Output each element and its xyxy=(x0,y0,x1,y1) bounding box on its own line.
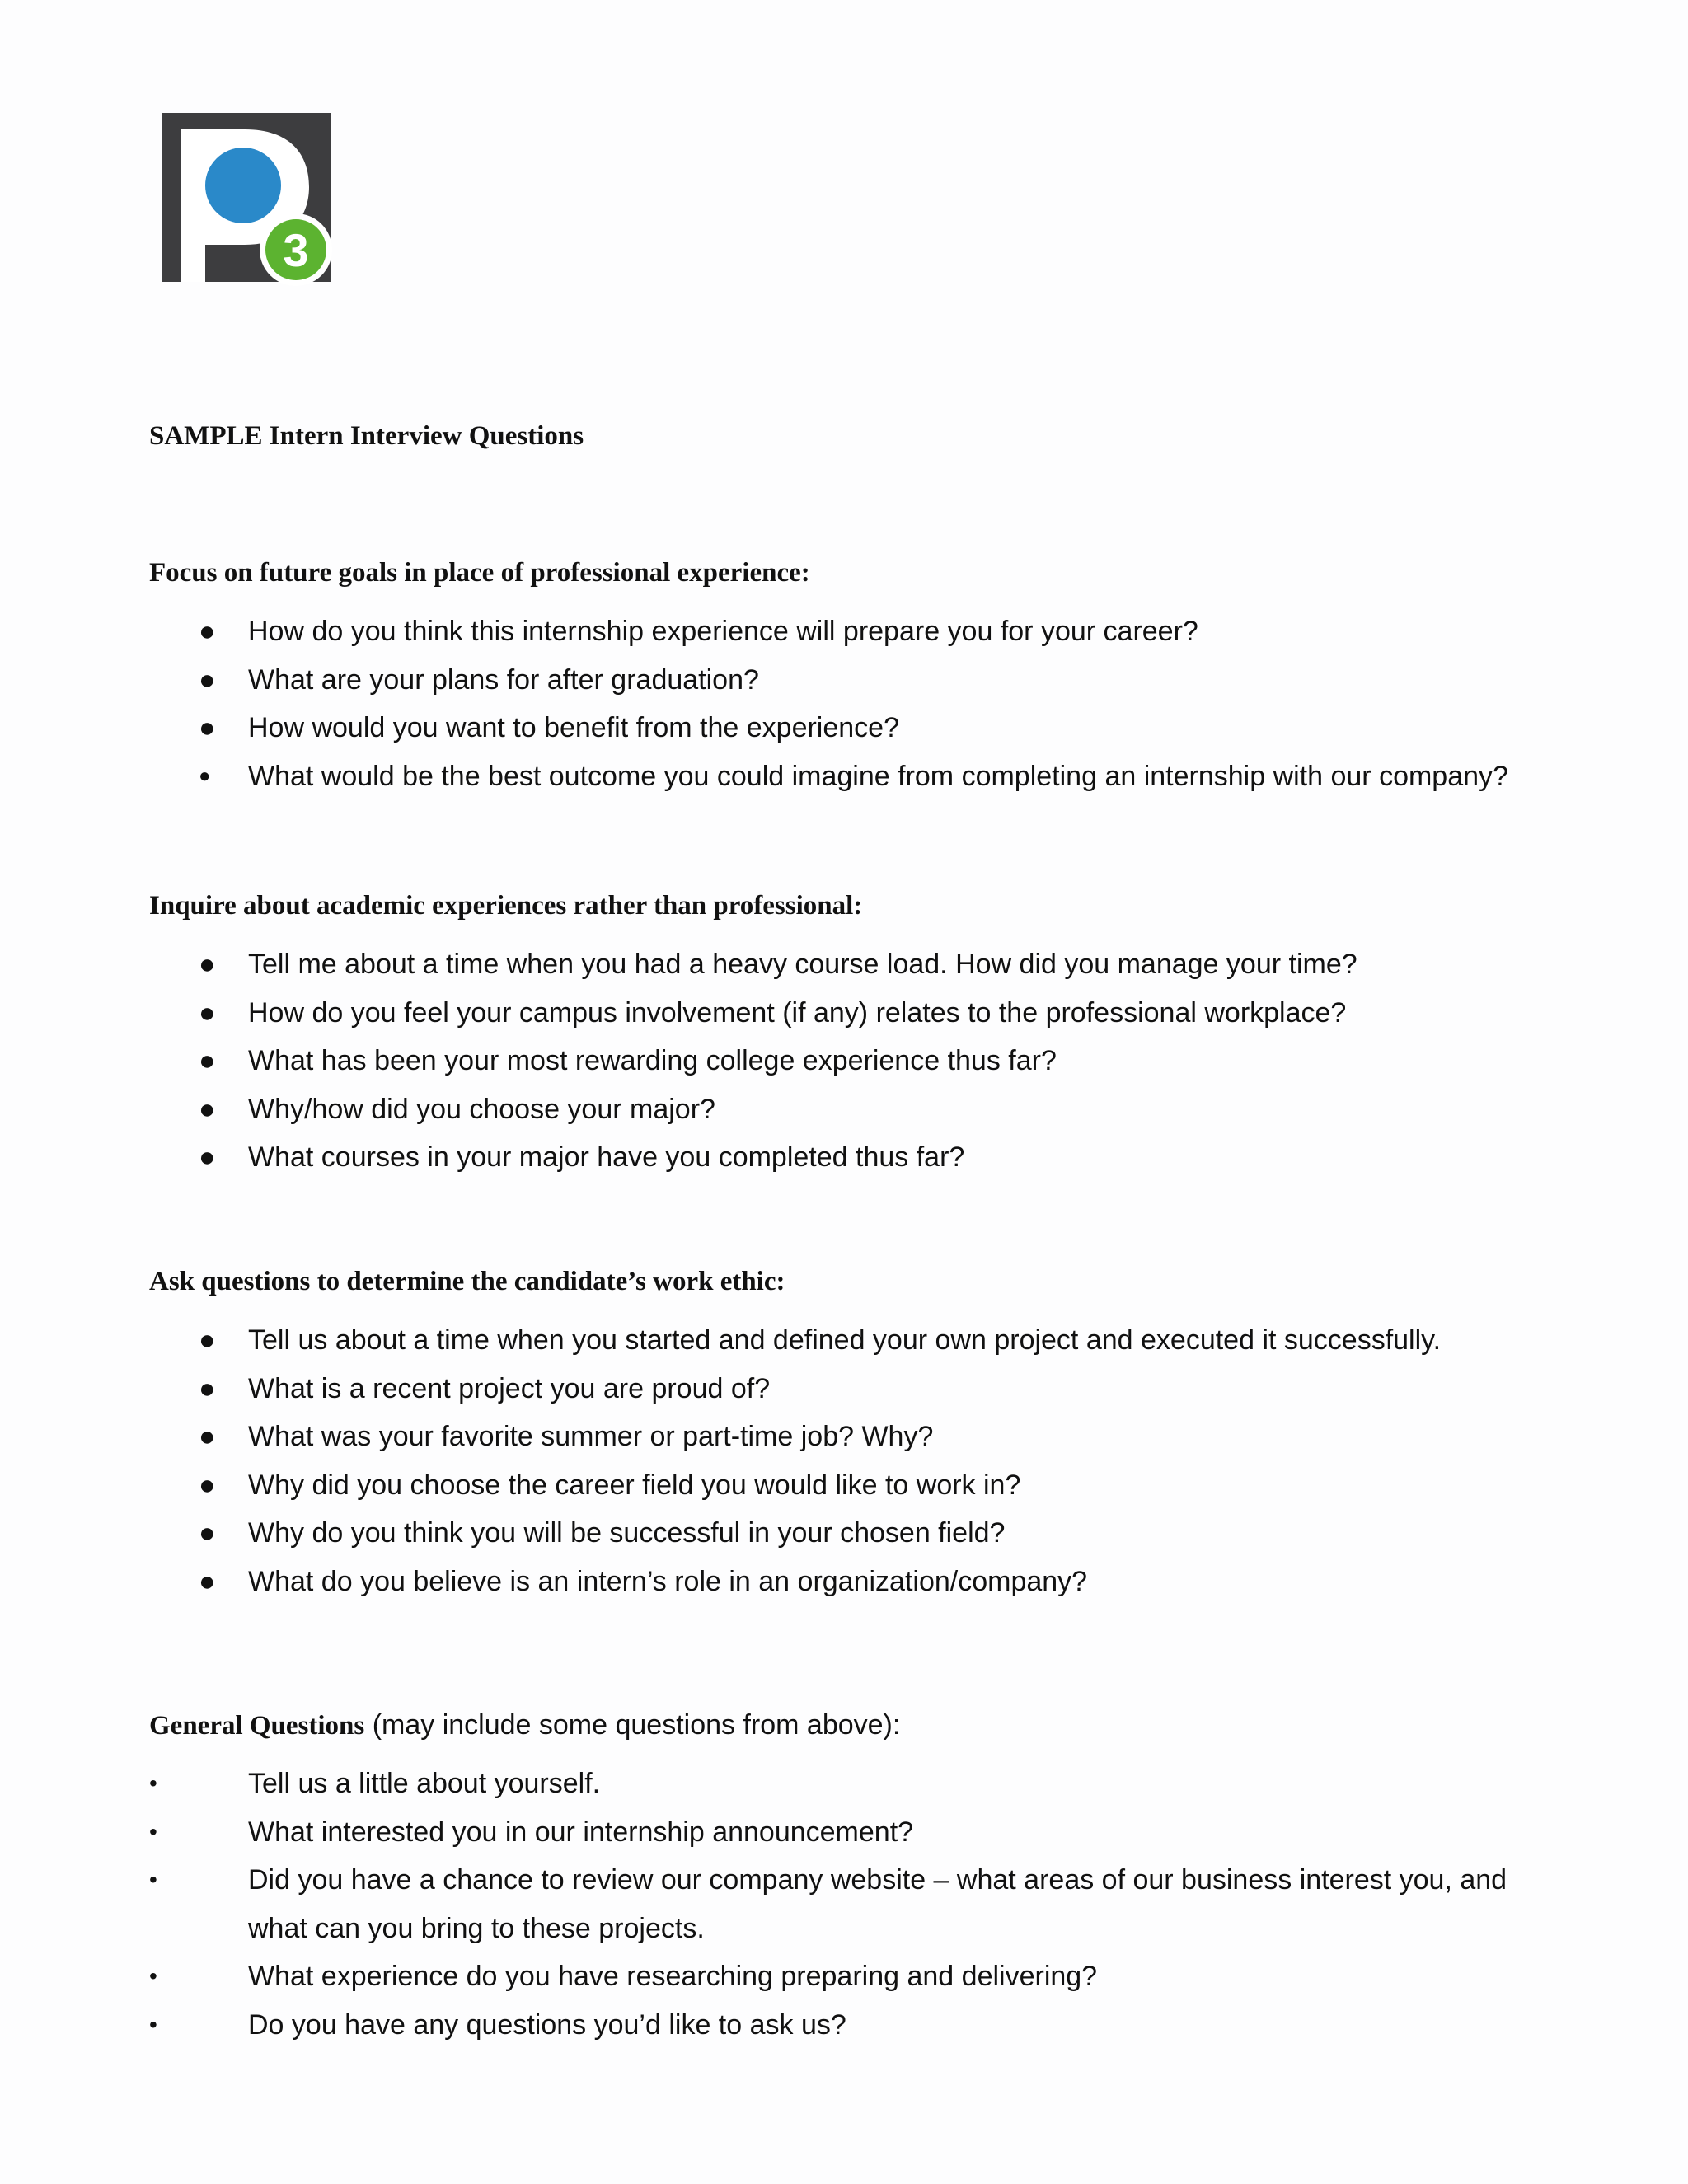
question-text: What has been your most rewarding college experience thus far? xyxy=(248,1045,1057,1076)
document-title: SAMPLE Intern Interview Questions xyxy=(149,421,584,451)
question-text: How would you want to benefit from the experience? xyxy=(248,712,900,743)
question-text: Why did you choose the career field you would like to work in? xyxy=(248,1469,1021,1501)
bullet-icon: ● xyxy=(199,764,211,787)
bullet-icon: • xyxy=(149,2011,157,2037)
question-text: What was your favorite summer or part-time job? Why? xyxy=(248,1421,934,1452)
section-heading-text: Focus on future goals in place of professional experience xyxy=(149,558,801,588)
logo-badge-number: 3 xyxy=(283,224,309,276)
question-text: What are your plans for after graduation? xyxy=(248,663,759,696)
question-text: Tell us a little about yourself. xyxy=(248,1768,601,1799)
bullet-icon: • xyxy=(149,1867,157,1892)
question-text: What do you believe is an intern’s role in an organization/company? xyxy=(248,1565,1088,1597)
bullet-icon: ● xyxy=(199,1045,216,1076)
bullet-icon: ● xyxy=(199,1372,216,1404)
bullet-icon: ● xyxy=(199,1324,216,1356)
bullet-icon: • xyxy=(149,1963,157,1989)
question-text: What interested you in our internship announcement? xyxy=(248,1816,914,1848)
bullet-icon: ● xyxy=(199,1469,216,1501)
question-text: Do you have any questions you’d like to ask us? xyxy=(248,2008,846,2041)
question-text: How do you feel your campus involvement (if any) relates to the professional workplace? xyxy=(248,996,1347,1029)
bullet-icon: ● xyxy=(199,1421,216,1452)
question-text: Why/how did you choose your major? xyxy=(248,1093,715,1125)
bullet-icon: ● xyxy=(199,1141,216,1173)
section-heading-text: Ask questions to determine the candidate’s work ethic: xyxy=(149,1267,785,1296)
section-heading xyxy=(149,1262,785,1301)
section-heading-suffix: (may include some questions from above): xyxy=(364,1709,901,1741)
bullet-icon: ● xyxy=(199,1093,216,1125)
bullet-icon: • xyxy=(149,1818,157,1844)
question-text: Tell me about a time when you had a heavy course load. How did you manage your time? xyxy=(248,949,1357,980)
bullet-icon: ● xyxy=(199,996,216,1029)
section-heading-text: General Questions xyxy=(149,1711,365,1741)
bullet-icon: ● xyxy=(199,949,216,980)
question-text: How do you think this internship experience will prepare you for your career? xyxy=(248,616,1198,647)
section-heading-text: Inquire about academic experiences rather than professional: xyxy=(149,891,863,921)
section-heading xyxy=(149,886,862,926)
question-text: Tell us about a time when you started and defined your own project and executed it successfully. xyxy=(248,1324,1442,1356)
logo-blue-dot xyxy=(205,148,281,223)
question-text: What courses in your major have you completed thus far? xyxy=(248,1141,965,1173)
question-text: What would be the best outcome you could imagine from completing an internship with our company? xyxy=(248,760,1508,792)
question-text: Why do you think you will be successful in your chosen field? xyxy=(248,1517,1006,1549)
question-text: What is a recent project you are proud of? xyxy=(248,1372,771,1404)
section-heading xyxy=(149,553,810,593)
bullet-icon: ● xyxy=(199,1517,216,1549)
bullet-icon: ● xyxy=(199,712,216,743)
section-heading xyxy=(149,1705,900,1746)
question-text: What experience do you have researching preparing and delivering? xyxy=(248,1961,1098,1992)
bullet-icon: ● xyxy=(199,1565,216,1597)
section-heading-suffix: : xyxy=(800,558,810,588)
p3-logo xyxy=(162,113,335,286)
bullet-icon: ● xyxy=(199,663,216,696)
bullet-icon: ● xyxy=(199,616,216,647)
question-text: Did you have a chance to review our company website – what areas of our business interest you, and what can you bring to these projects. xyxy=(248,1864,1507,1944)
bullet-icon: • xyxy=(149,1770,157,1796)
